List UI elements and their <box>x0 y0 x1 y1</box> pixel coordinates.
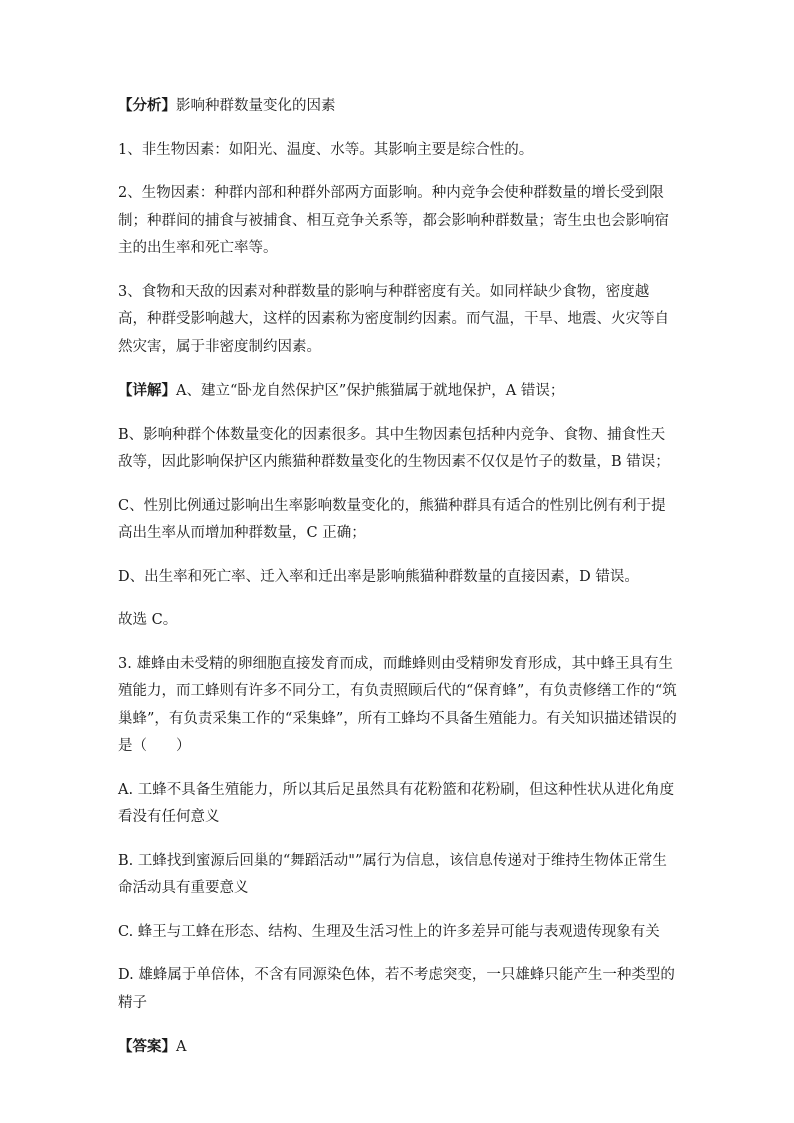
answer-value: A <box>176 1039 187 1055</box>
detail-a-text: A、建立“卧龙自然保护区”保护熊猫属于就地保护，A 错误； <box>176 383 565 399</box>
analysis-title <box>118 92 678 121</box>
analysis-point-3: 3、食物和天敌的因素对种群数量的影响与种群密度有关。如同样缺少食物，密度越高，种群受影响越大，这样的因素称为密度制约因素。而气温，干旱、地震、火灾等自然灾害，属于非密度制约因素。 <box>118 283 669 355</box>
document-content <box>118 92 678 1078</box>
analysis-point-1: 1、非生物因素：如阳光、温度、水等。其影响主要是综合性的。 <box>118 141 534 158</box>
question-3-option-b: B. 工蜂找到蜜源后回巢的“舞蹈活动"”属行为信息，该信息传递对于维持生物体正常生命活动具有重要意义 <box>118 852 667 896</box>
question-3-option-d: D. 雄蜂属于单倍体，不含有同源染色体，若不考虑突变，一只雄蜂只能产生一种类型的精子 <box>118 967 675 1011</box>
detail-option-d: D、出生率和死亡率、迁入率和迁出率是影响熊猫种群数量的直接因素，D 错误。 <box>118 568 639 585</box>
analysis-heading: 【分析】 <box>118 97 176 114</box>
detail-option-c: C、性别比例通过影响出生率影响数量变化的，熊猫种群具有适合的性别比例有利于提高出生率从而增加种群数量，C 正确； <box>118 497 666 541</box>
detail-option-a <box>118 377 678 406</box>
detail-option-b: B、影响种群个体数量变化的因素很多。其中生物因素包括种内竞争、食物、捕食性天敌等，因此影响保护区内熊猫种群数量变化的生物因素不仅仅是竹子的数量，B 错误； <box>118 426 670 470</box>
detail-heading: 【详解】 <box>118 382 176 399</box>
question-3-option-a: A. 工蜂不具备生殖能力，所以其后足虽然具有花粉篮和花粉刷，但这种性状从进化角度看没有任何意义 <box>118 781 675 825</box>
analysis-title-text: 影响种群数量变化的因素 <box>176 98 336 114</box>
question-3-option-c: C. 蜂王与工蜂在形态、结构、生理及生活习性上的许多差异可能与表观遗传现象有关 <box>118 923 660 940</box>
question-3-stem: 3. 雄蜂由未受精的卵细胞直接发育而成，而雌蜂则由受精卵发育形成，其中蜂王具有生殖能力，而工蜂则有许多不同分工，有负责照顾后代的“保育蜂”，有负责修缮工作的“筑巢蜂”，有负责采集工作的“采集蜂”，所有工蜂均不具备生殖能力。有关知识描述错误的是（ ） <box>118 655 677 754</box>
detail-conclusion: 故选 C。 <box>118 612 178 628</box>
analysis-point-2: 2、生物因素：种群内部和种群外部两方面影响。种内竞争会使种群数量的增长受到限制；种群间的捕食与被捕食、相互竞争关系等，都会影响种群数量；寄生虫也会影响宿主的出生率和死亡率等。 <box>118 185 669 256</box>
question-3-answer <box>118 1033 678 1062</box>
answer-heading: 【答案】 <box>118 1038 176 1055</box>
